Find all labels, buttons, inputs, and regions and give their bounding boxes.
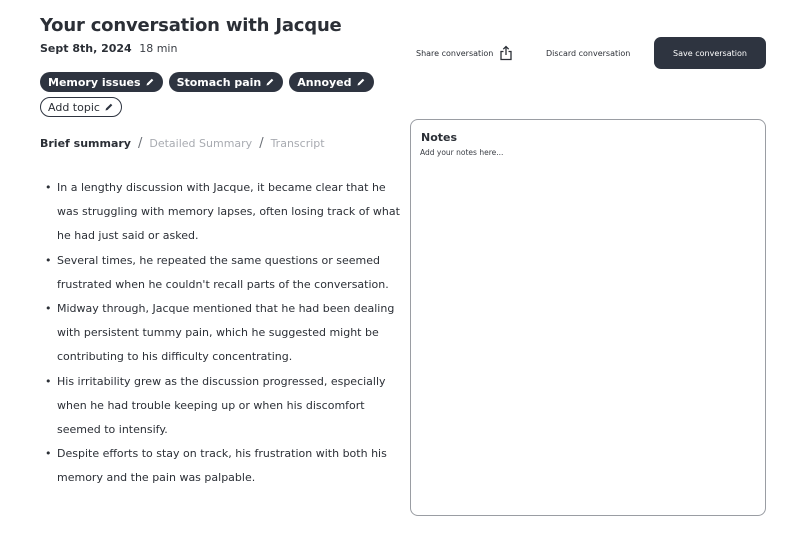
discard-conversation-button[interactable]: Discard conversation [546, 48, 631, 58]
tab-separator: / [137, 136, 143, 151]
summary-point: • In a lengthy discussion with Jacque, it became clear that he was struggling with memory lapses, often losing track of what he had just said or asked. [40, 176, 400, 249]
topic-tag-label: Stomach pain [176, 75, 262, 89]
pencil-icon [104, 102, 114, 112]
conversation-actions [416, 37, 747, 69]
tab-separator: / [259, 136, 264, 151]
conversation-meta [40, 42, 177, 55]
notes-title: Notes [421, 131, 458, 144]
summary-point: • Several times, he repeated the same questions or seemed frustrated when he couldn't recall parts of the conversation. [40, 249, 400, 297]
conversation-date: Sept 8th, 2024 [40, 42, 132, 55]
conversation-duration: 18 min [139, 42, 178, 55]
notes-panel [410, 119, 766, 516]
brief-summary-list [40, 176, 400, 491]
tab-detailed-summary[interactable]: Detailed Summary [149, 137, 253, 150]
topic-tags [40, 72, 374, 92]
notes-input[interactable] [420, 148, 756, 508]
topic-tag-stomach-pain[interactable] [169, 72, 284, 92]
summary-point: • Despite efforts to stay on track, his frustration with both his memory and the pain was palpable. [40, 442, 400, 490]
pencil-icon[interactable] [265, 77, 275, 87]
share-conversation-label: Share conversation [416, 48, 494, 58]
share-icon [499, 45, 513, 61]
pencil-icon[interactable] [356, 77, 366, 87]
add-topic-button[interactable] [40, 97, 122, 117]
topic-tag-annoyed[interactable] [289, 72, 373, 92]
save-conversation-button[interactable]: Save conversation [654, 37, 766, 69]
pencil-icon[interactable] [145, 77, 155, 87]
topic-tag-label: Annoyed [297, 75, 352, 89]
summary-point: • His irritability grew as the discussion progressed, especially when he had trouble keeping up or when his discomfort seemed to intensify. [40, 370, 400, 443]
tab-brief-summary[interactable]: Brief summary [40, 137, 131, 150]
summary-tabs [40, 136, 325, 151]
add-topic-label: Add topic [48, 100, 100, 114]
tab-transcript[interactable]: Transcript [270, 137, 325, 150]
topic-tag-label: Memory issues [48, 75, 141, 89]
share-conversation-button[interactable] [416, 45, 513, 61]
summary-point: • Midway through, Jacque mentioned that he had been dealing with persistent tummy pain, which he suggested might be contributing to his difficulty concentrating. [40, 297, 400, 370]
page-title: Your conversation with Jacque [40, 15, 342, 36]
topic-tag-memory-issues[interactable] [40, 72, 163, 92]
